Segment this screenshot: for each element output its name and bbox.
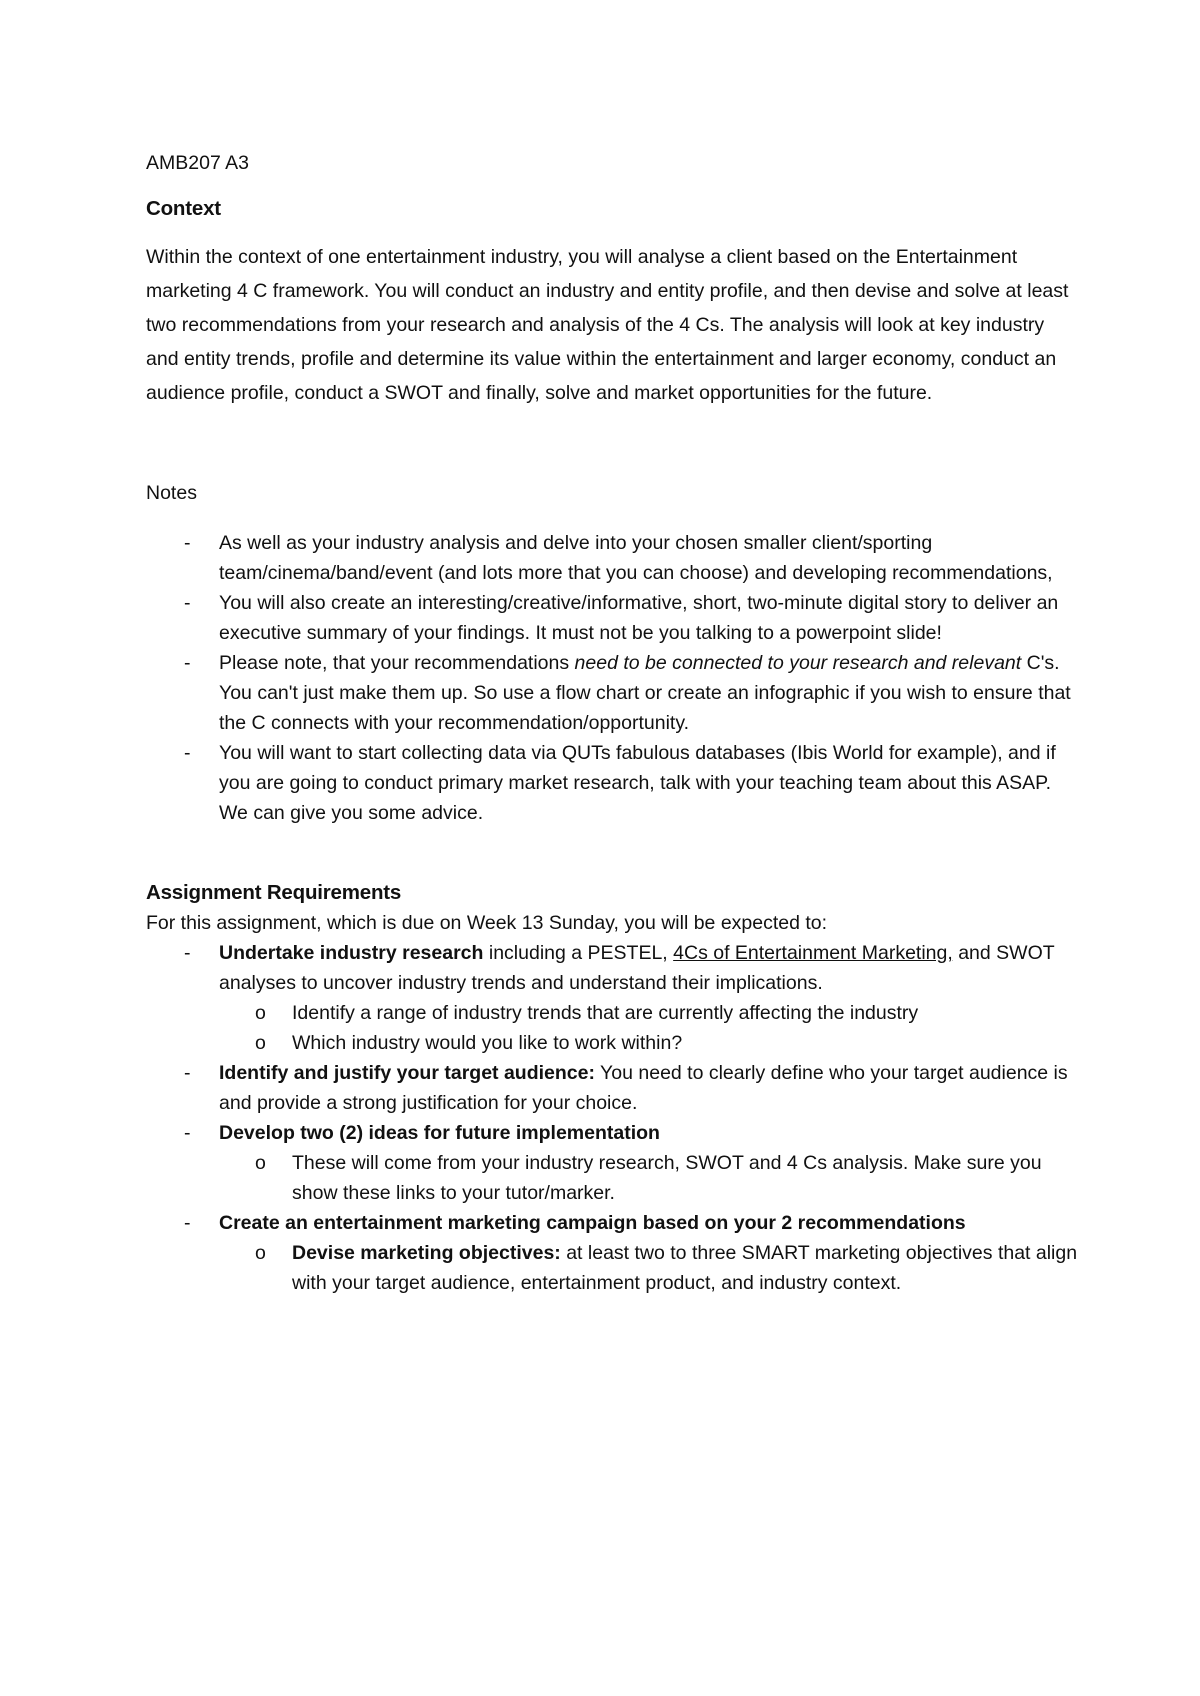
note-item (146, 738, 1080, 828)
framework-link[interactable]: 4Cs of Entertainment Marketing, (673, 942, 953, 964)
notes-list (146, 528, 1080, 828)
dash-bullet: - (184, 592, 191, 614)
document-title: AMB207 A3 (146, 152, 249, 174)
note-item (146, 648, 1080, 738)
sub-item (219, 1028, 1080, 1058)
dash-bullet: - (184, 742, 191, 764)
requirement-bold-text: Create an entertainment marketing campaign based on your 2 recommendations (219, 1212, 966, 1234)
dash-bullet: - (184, 532, 191, 554)
dash-bullet: - (184, 1212, 191, 1234)
circle-bullet: o (255, 1002, 266, 1024)
note-text: As well as your industry analysis and delve into your chosen smaller client/sporting team/cinema/band/event (and lots more that you can choose) and developing recommendations, (219, 532, 1053, 584)
note-text: Please note, that your recommendations (219, 652, 575, 674)
sub-item-text: These will come from your industry research, SWOT and 4 Cs analysis. Make sure you show these links to your tutor/marker. (292, 1152, 1042, 1204)
requirement-text: and SWOT analyses to uncover industry trends and understand their implications. (219, 942, 1055, 994)
circle-bullet: o (255, 1032, 266, 1054)
requirement-item (146, 1058, 1080, 1118)
requirement-item (146, 1208, 1080, 1298)
note-italic-text: need to be connected to your research and relevant (574, 652, 1022, 674)
requirements-intro: For this assignment, which is due on Week 13 Sunday, you will be expected to: (146, 912, 828, 934)
sub-item-bold-text: Devise marketing objectives: (292, 1242, 561, 1264)
circle-bullet: o (255, 1152, 266, 1174)
circle-bullet: o (255, 1242, 266, 1264)
sub-item-text: at least two to three SMART marketing objectives that align with your target audience, entertainment product, and industry context. (292, 1242, 1078, 1294)
sub-item (219, 998, 1080, 1028)
sub-item (219, 1148, 1080, 1208)
requirement-item (146, 938, 1080, 1058)
note-text: C's. You can't just make them up. So use a flow chart or create an infographic if you wish to ensure that the C connects with your recommendation/opportunity. (219, 652, 1071, 734)
requirement-item (146, 1118, 1080, 1208)
sub-item-text: Which industry would you like to work within? (292, 1032, 683, 1054)
sub-item-text: Identify a range of industry trends that are currently affecting the industry (292, 1002, 919, 1024)
requirement-bold-text: Undertake industry research (219, 942, 484, 964)
dash-bullet: - (184, 1122, 191, 1144)
requirements-list (146, 938, 1080, 1298)
dash-bullet: - (184, 652, 191, 674)
requirement-bold-text: Develop two (2) ideas for future implementation (219, 1122, 660, 1144)
sub-item (219, 1238, 1080, 1298)
note-text: You will also create an interesting/creative/informative, short, two-minute digital story to deliver an executive summary of your findings. It must not be you talking to a powerpoint slide! (219, 592, 1059, 644)
notes-label: Notes (146, 482, 197, 504)
sub-list (219, 1148, 1080, 1208)
dash-bullet: - (184, 1062, 191, 1084)
note-item (146, 588, 1080, 648)
note-item (146, 528, 1080, 588)
requirement-text: You need to clearly define who your target audience is and provide a strong justification for your choice. (219, 1062, 1068, 1114)
sub-list (219, 998, 1080, 1058)
requirement-bold-text: Identify and justify your target audience: (219, 1062, 595, 1084)
context-paragraph: Within the context of one entertainment industry, you will analyse a client based on the Entertainment marketing 4 C framework. You will conduct an industry and entity profile, and then devise and solve at least two recommendations from your research and analysis of the 4 Cs. The analysis will look at key industry and entity trends, profile and determine its value within the entertainment and larger economy, conduct an audience profile, conduct a SWOT and finally, solve and market opportunities for the future. (146, 246, 1069, 404)
requirements-heading: Assignment Requirements (146, 881, 402, 904)
dash-bullet: - (184, 942, 191, 964)
sub-list (219, 1238, 1080, 1298)
requirement-text: including a PESTEL, (483, 942, 674, 964)
note-text: You will want to start collecting data via QUTs fabulous databases (Ibis World for example), and if you are going to conduct primary market research, talk with your teaching team about this ASAP. We can give you some advice. (219, 742, 1056, 824)
context-heading: Context (146, 197, 221, 220)
